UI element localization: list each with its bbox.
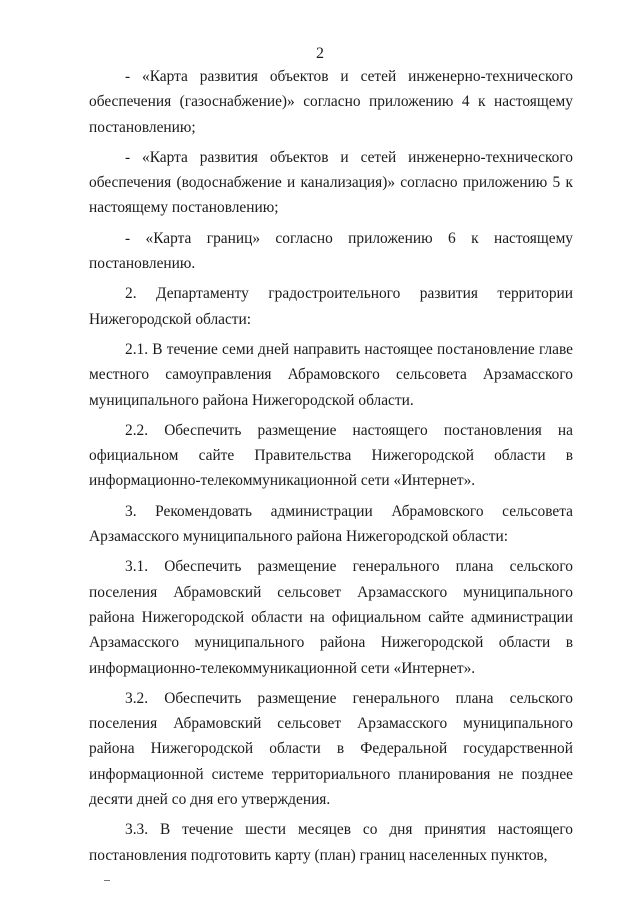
document-body (89, 64, 573, 873)
paragraph-item-3: 3. Рекомендовать администрации Абрамовского сельсовета Арзамасского муниципального района Нижегородской области: (89, 502, 573, 546)
paragraph-item-3-3: 3.3. В течение шести месяцев со дня принятия настоящего постановления подготовить карту (план) границ населенных пунктов, (89, 821, 573, 864)
paragraph-item-3-1: 3.1. Обеспечить размещение генерального плана сельского поселения Абрамовский сельсовет Арзамасского муниципального района Нижегородской области на официальном сайте администрации Арзамасского муниципального района Нижегородской области в информационно-телекоммуникационной сети «Интернет». (89, 558, 573, 677)
paragraph-boundaries-map: - «Карта границ» согласно приложению 6 к настоящему постановлению. (89, 229, 573, 273)
page-number: 2 (316, 45, 324, 62)
paragraph-gas-supply-map: - «Карта развития объектов и сетей инженерно-технического обеспечения (газоснабжение)» согласно приложению 4 к настоящему постановлению; (89, 68, 573, 136)
scan-artifact-mark (104, 880, 110, 881)
paragraph-item-2-2: 2.2. Обеспечить размещение настоящего постановления на официальном сайте Правительства Нижегородской области в информационно-телекоммуникационной сети «Интернет». (89, 421, 573, 490)
paragraph-item-2-1: 2.1. В течение семи дней направить настоящее постановление главе местного самоуправления Абрамовского сельсовета Арзамасского муниципального района Нижегородской области. (89, 340, 573, 409)
paragraph-item-3-2: 3.2. Обеспечить размещение генерального плана сельского поселения Абрамовский сельсовет Арзамасского муниципального района Нижегородской области в Федеральной государственной информационной системе территориального планирования не позднее десяти дней со дня его утверждения. (89, 689, 573, 809)
paragraph-item-2: 2. Департаменту градостроительного развития территории Нижегородской области: (89, 285, 573, 328)
paragraph-water-supply-map: - «Карта развития объектов и сетей инженерно-технического обеспечения (водоснабжение и канализация)» согласно приложению 5 к настоящему постановлению; (89, 148, 573, 217)
